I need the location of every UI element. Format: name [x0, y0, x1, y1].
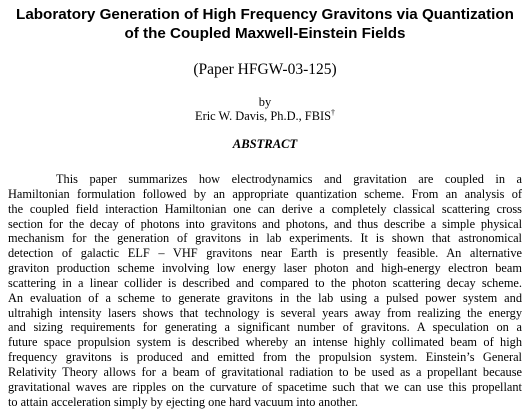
author-line: [0, 109, 530, 124]
abstract-body: [8, 172, 522, 410]
abstract-line: gravitational waves are ripples on the curvature of spacetime such that we can use this propellant: [8, 379, 522, 394]
abstract-heading: ABSTRACT: [232, 137, 298, 151]
abstract-line: future space propulsion system is described whereby an intense highly collimated beam of high: [8, 335, 522, 350]
title-line: Laboratory Generation of High Frequency Gravitons via Quantization: [16, 6, 514, 23]
abstract-line: An evaluation of a scheme to generate gravitons in the lab using a pulsed power system and: [8, 290, 522, 305]
abstract-line: mechanism for the generation of gravitons in lab experiments. It is shown that astronomical: [8, 231, 522, 246]
abstract-line: detection of galactic ELF – VHF gravitons near Earth is presently feasible. An alternative: [8, 246, 522, 261]
paper-id: (Paper HFGW-03-125): [193, 61, 337, 78]
paper-title: [10, 5, 520, 43]
abstract-line: to attain acceleration simply by ejecting one hard vacuum into another.: [8, 394, 358, 409]
abstract-line: frequency gravitons is produced and emitted from the propulsion system. Einstein’s General: [8, 350, 522, 365]
author-footnote-mark: †: [330, 108, 335, 117]
abstract-line: graviton production scheme involving low energy laser photon and high-energy electron beam: [8, 261, 522, 276]
abstract-line: and sizing requirements for generating a significant number of gravitons. A speculation on a: [8, 320, 522, 335]
author-name: Eric W. Davis, Ph.D., FBIS: [195, 109, 331, 123]
abstract-line: scattering in a linear collider is described and compared to the photon scattering decay scheme.: [8, 275, 522, 290]
title-line: of the Coupled Maxwell-Einstein Fields: [124, 25, 406, 42]
abstract-line: section for the decay of photons into gravitons and photons, and thus describe a simple physical: [8, 216, 522, 231]
abstract-line: This paper summarizes how electrodynamics and gravitation are coupled in a: [56, 172, 522, 186]
byline: by: [258, 95, 272, 109]
abstract-line: the coupled field interaction Hamiltonian one can derive a completely classical scattering cross: [8, 201, 522, 216]
abstract-line: Hamiltonian formulation followed by an appropriate quantization scheme. From an analysis of: [8, 186, 522, 201]
abstract-line: Relativity Theory allows for a beam of gravitational radiation to be used as a propellant because: [8, 364, 522, 379]
abstract-line: ultrahigh intensity lasers shows that technology is several years away from realizing the energy: [8, 305, 522, 320]
